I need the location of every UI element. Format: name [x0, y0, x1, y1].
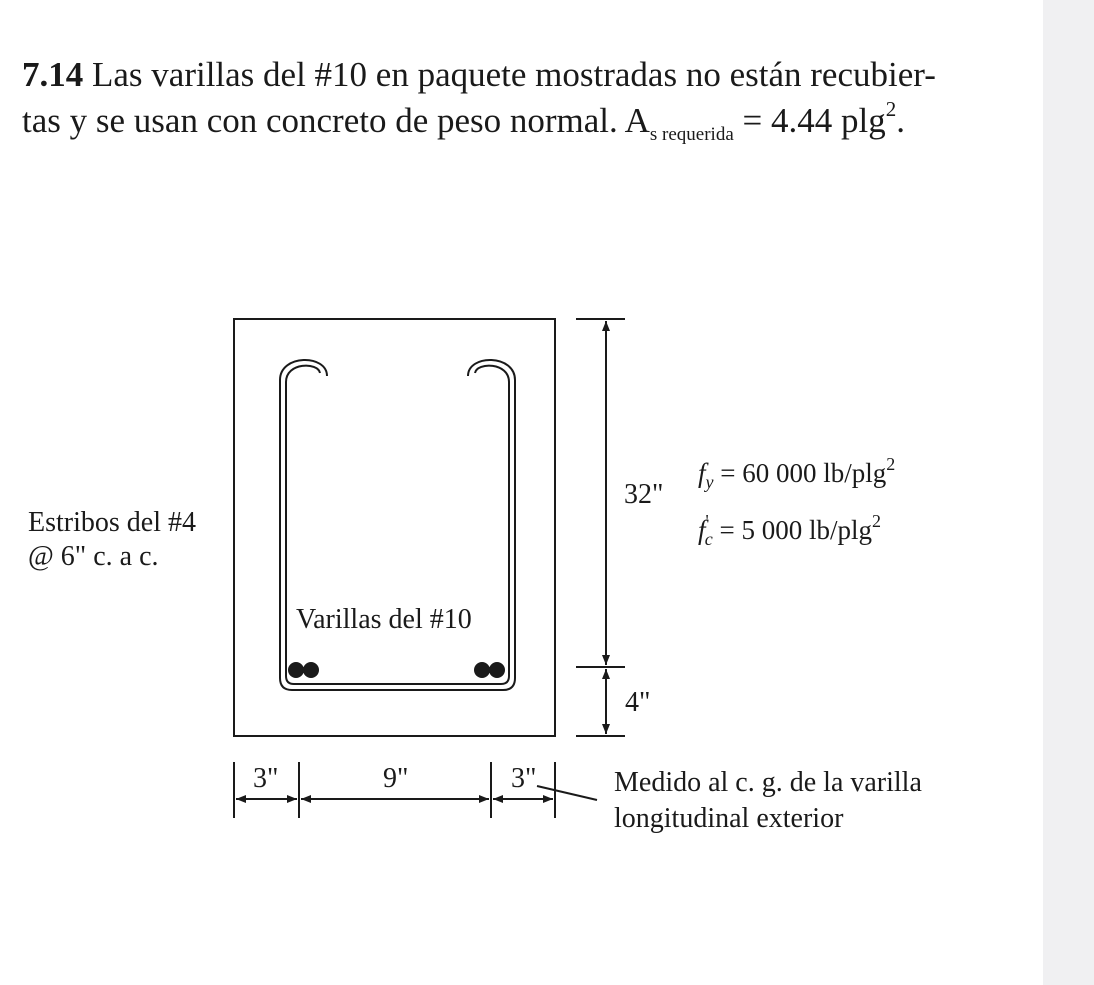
dim-left-label: 3"	[253, 763, 279, 794]
problem-number: 7.14	[22, 55, 84, 94]
dim-middle-label: 9"	[383, 763, 409, 794]
fy-exponent: 2	[886, 454, 896, 474]
fy-subscript: y	[705, 472, 714, 492]
fy-value: = 60 000 lb/plg	[713, 458, 887, 488]
stirrup-outer	[280, 360, 515, 690]
stirrups-label-line2: @ 6" c. a c.	[28, 541, 159, 572]
note-line1: Medido al c. g. de la varilla	[614, 767, 922, 798]
problem-text-2: tas y se usan con concreto de peso normal. A	[22, 101, 650, 140]
fc-value: = 5 000 lb/plg	[712, 515, 872, 545]
fc-formula	[698, 511, 881, 550]
fc-prime: '	[705, 511, 709, 531]
bars-label: Varillas del #10	[296, 604, 472, 635]
measurement-note	[614, 765, 922, 837]
concrete-section	[234, 319, 555, 736]
stirrups-label-line1: Estribos del #4	[28, 507, 196, 538]
fc-exponent: 2	[872, 511, 881, 531]
fy-symbol: f	[698, 458, 706, 488]
fc-subscript: c	[704, 529, 713, 549]
fy-formula	[698, 454, 895, 493]
note-leader	[537, 786, 597, 800]
as-subscript: s requerida	[649, 124, 734, 145]
bar-right-1	[474, 662, 490, 678]
fc-symbol: f	[698, 515, 706, 545]
bar-left-1	[288, 662, 304, 678]
bar-right-2	[489, 662, 505, 678]
problem-period: .	[896, 101, 905, 140]
bar-left-2	[303, 662, 319, 678]
note-line2: longitudinal exterior	[614, 803, 844, 834]
as-value: = 4.44 plg	[733, 101, 886, 140]
as-exponent: 2	[885, 97, 897, 121]
stirrups-label	[28, 506, 196, 574]
dim-height-label: 32"	[624, 479, 664, 510]
dim-bottom-label: 4"	[625, 687, 651, 718]
problem-text-1: Las varillas del #10 en paquete mostradas no están recubier-	[92, 55, 936, 94]
dim-right-label: 3"	[511, 763, 537, 794]
